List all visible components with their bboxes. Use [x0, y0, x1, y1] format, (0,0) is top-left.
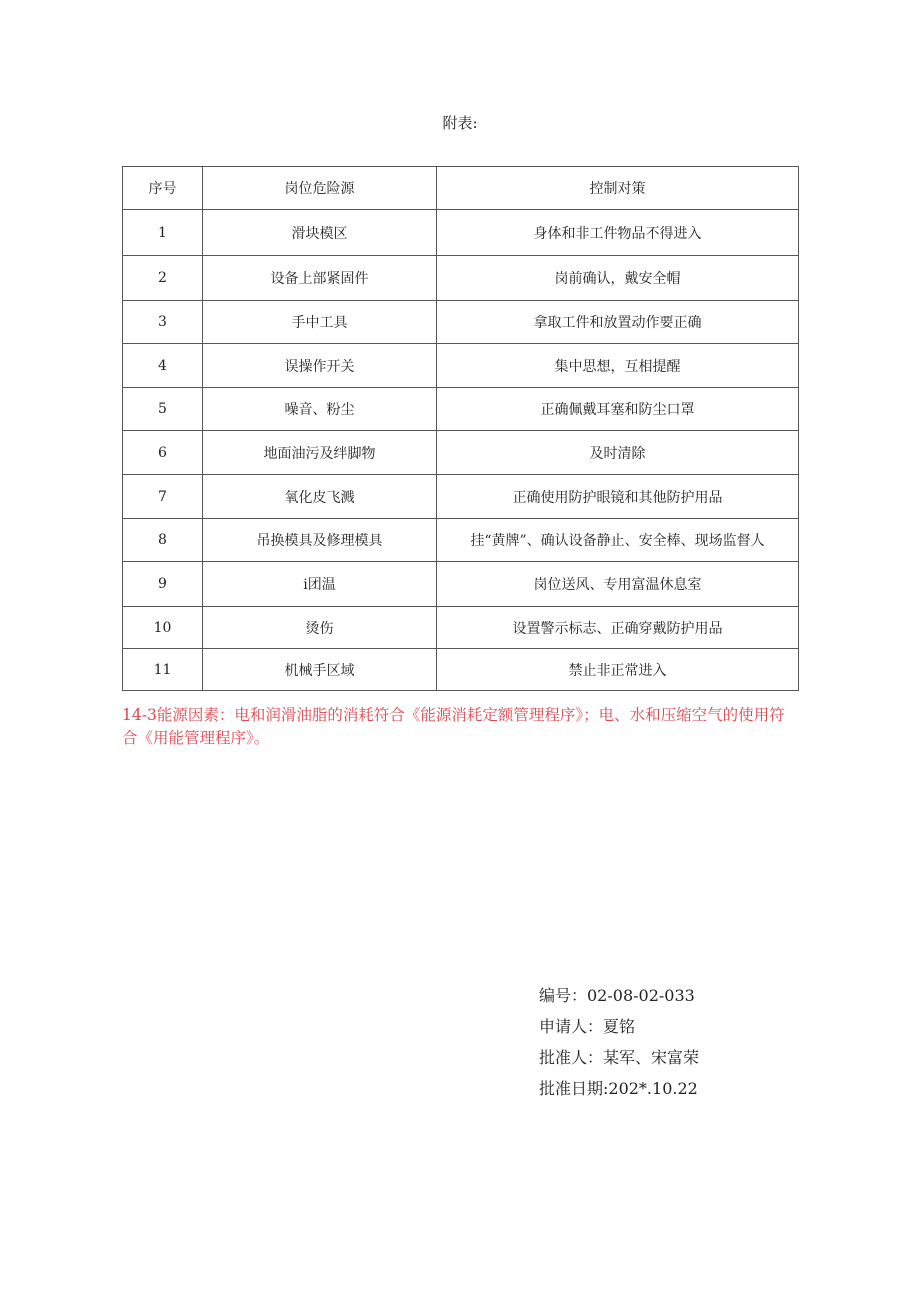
cell-control: 及时清除 — [437, 431, 799, 475]
document-number: 编号：02-08-02-033 — [539, 986, 695, 1005]
cell-seq: 6 — [123, 431, 203, 475]
cell-hazard: 地面油污及绊脚物 — [203, 431, 437, 475]
hazard-control-table — [122, 166, 799, 691]
cell-control: 禁止非正常进入 — [437, 649, 799, 691]
table-row — [123, 649, 799, 691]
energy-factor-note: 14-3能源因素：电和润滑油脂的消耗符合《能源消耗定额管理程序》；电、水和压缩空气的使用符合《用能管理程序》。 — [122, 706, 785, 747]
table-row — [123, 431, 799, 475]
header-seq: 序号 — [123, 167, 203, 210]
cell-seq: 3 — [123, 301, 203, 344]
cell-seq: 4 — [123, 344, 203, 388]
cell-seq: 1 — [123, 210, 203, 256]
table-row — [123, 301, 799, 344]
header-control-measure: 控制对策 — [437, 167, 799, 210]
applicant: 申请人：夏铭 — [539, 1017, 636, 1036]
cell-seq: 11 — [123, 649, 203, 691]
cell-hazard: 吊换模具及修理模具 — [203, 519, 437, 562]
table-row — [123, 519, 799, 562]
cell-seq: 8 — [123, 519, 203, 562]
table-row — [123, 607, 799, 649]
cell-hazard: 滑块模区 — [203, 210, 437, 256]
approval-block — [539, 980, 699, 1104]
cell-hazard: 手中工具 — [203, 301, 437, 344]
table-row — [123, 344, 799, 388]
cell-hazard: 烫伤 — [203, 607, 437, 649]
appendix-heading: 附表: — [442, 114, 478, 132]
cell-control: 正确佩戴耳塞和防尘口罩 — [437, 388, 799, 431]
cell-seq: 10 — [123, 607, 203, 649]
cell-control: 拿取工件和放置动作要正确 — [437, 301, 799, 344]
table-row — [123, 475, 799, 519]
cell-control: 挂“黄牌”、确认设备静止、安全棒、现场监督人 — [437, 519, 799, 562]
cell-control: 正确使用防护眼镜和其他防护用品 — [437, 475, 799, 519]
cell-control: 岗前确认，戴安全帽 — [437, 256, 799, 301]
cell-seq: 2 — [123, 256, 203, 301]
table-row — [123, 388, 799, 431]
cell-hazard: 氧化皮飞溅 — [203, 475, 437, 519]
table-row — [123, 256, 799, 301]
cell-control: 集中思想，互相提醒 — [437, 344, 799, 388]
cell-hazard: 机械手区域 — [203, 649, 437, 691]
table-header-row — [123, 167, 799, 210]
cell-hazard: 设备上部紧固件 — [203, 256, 437, 301]
cell-hazard: 噪音、粉尘 — [203, 388, 437, 431]
cell-seq: 9 — [123, 562, 203, 607]
cell-hazard: 误操作开关 — [203, 344, 437, 388]
cell-seq: 5 — [123, 388, 203, 431]
cell-seq: 7 — [123, 475, 203, 519]
cell-control: 身体和非工件物品不得进入 — [437, 210, 799, 256]
table-row — [123, 562, 799, 607]
cell-control: 设置警示标志、正确穿戴防护用品 — [437, 607, 799, 649]
cell-control: 岗位送风、专用富温休息室 — [437, 562, 799, 607]
table-row — [123, 210, 799, 256]
approver: 批准人：某军、宋富荣 — [539, 1048, 700, 1067]
header-hazard-source: 岗位危险源 — [203, 167, 437, 210]
approval-date: 批准日期:202*.10.22 — [539, 1079, 698, 1098]
cell-hazard: i团温 — [203, 562, 437, 607]
